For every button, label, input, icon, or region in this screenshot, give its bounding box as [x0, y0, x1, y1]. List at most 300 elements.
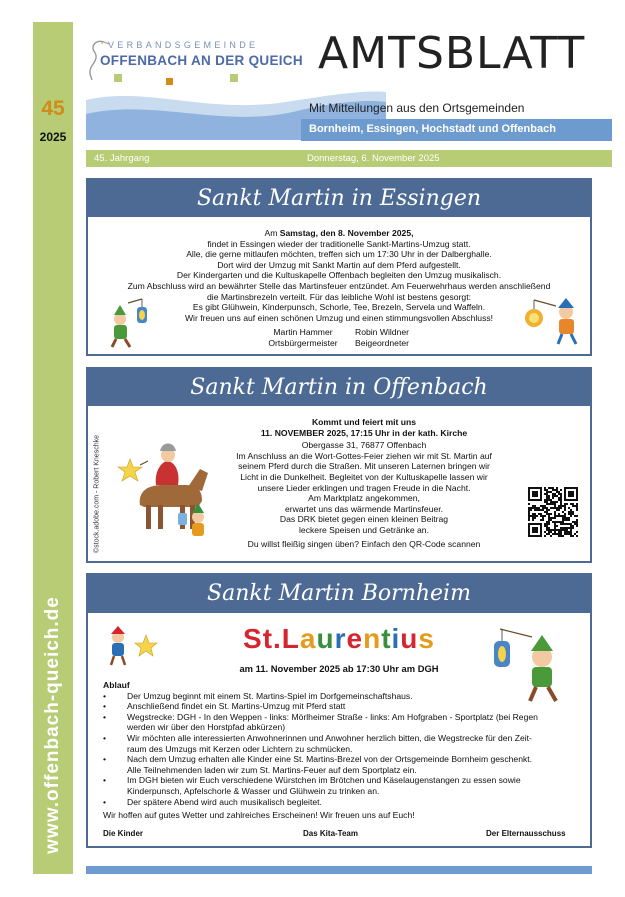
- qr-module: [554, 489, 556, 491]
- qr-module: [572, 527, 574, 529]
- qr-module: [564, 513, 566, 515]
- qr-module: [550, 519, 552, 521]
- issue-date: Donnerstag, 6. November 2025: [307, 153, 440, 164]
- qr-module: [544, 511, 546, 513]
- qr-module: [548, 499, 550, 501]
- article-essingen: [86, 178, 592, 356]
- signer-1: Martin Hammer Ortsbürgermeister: [268, 327, 338, 348]
- ablauf-section: Ablauf • Der Umzug beginnt mit einem St. Martins-Spiel im Dorfgemeinschaftshaus. • Anschließend findet ein St. Martins-Umzug mit Pferd statt • Wegstrecke: DGH - In den Weppen - links: Mörlheimer Straße - links: Am Hofgraben - Sportplatz (bei Regen werden wir über den Horstpfad abkürzen) • Wir möchten alle interessierten Anwohnerinnen und Anwohner herzlich bitten, die Wegstrecke für den Zeit- raum des Umzugs mit Kerzen oder Lichtern zu schmücken. • Nach dem Umzug erhalten alle Kinder eine St. Martins-Brezel von der Ortsgemeinde Bornheim geschenkt. Alle Teilnehmenden laden wir zum St. Martins-Feuer auf dem Sportplatz ein. • Im DGH bieten wir Euch verschiedene Würstchen im Brötchen und Käselaugenstangen zu essen sowie Kinderpunsch, Apfelschorle & Wasser und Glühwein zu trinken an. • Der spätere Abend wird auch musikalisch begleitet. Wir hoffen auf gutes Wetter und zahlreiches Erscheinen! Wir freuen uns auf Euch!: [103, 680, 572, 821]
- qr-module: [558, 499, 560, 501]
- qr-module: [546, 529, 548, 531]
- qr-module: [554, 505, 556, 507]
- qr-module: [552, 501, 554, 503]
- qr-module: [566, 503, 568, 505]
- qr-module: [532, 513, 534, 515]
- logo-letter: a: [299, 623, 317, 654]
- logo-letter: n: [363, 623, 382, 654]
- qr-module: [544, 489, 546, 491]
- list-item: • Wegstrecke: DGH - In den Weppen - links: Mörlheimer Straße - links: Am Hofgraben - Sportplatz (bei Regen werden wir über den Horstpfad abkürzen): [103, 711, 538, 733]
- qr-module: [534, 513, 536, 515]
- qr-module: [552, 489, 554, 491]
- qr-module: [564, 527, 566, 529]
- qr-module: [546, 495, 548, 497]
- qr-module: [568, 523, 570, 525]
- qr-module: [570, 531, 572, 533]
- towns-list: Bornheim, Essingen, Hochstadt und Offenbach: [309, 123, 556, 135]
- qr-module: [544, 525, 546, 527]
- qr-module: [528, 507, 530, 509]
- qr-module: [560, 495, 562, 497]
- qr-module: [548, 527, 550, 529]
- qr-module: [546, 523, 548, 525]
- qr-module: [560, 497, 562, 499]
- qr-module: [544, 487, 546, 489]
- qr-module: [560, 503, 562, 505]
- qr-module: [562, 523, 564, 525]
- qr-module: [552, 497, 554, 499]
- qr-module: [558, 491, 560, 493]
- qr-module: [548, 513, 550, 515]
- qr-module: [546, 525, 548, 527]
- website-url[interactable]: www.offenbach-queich.de: [42, 596, 63, 854]
- qr-module: [546, 499, 548, 501]
- qr-module: [554, 511, 556, 513]
- qr-module: [548, 519, 550, 521]
- vg-label: VERBANDSGEMEINDE: [108, 40, 259, 50]
- qr-module: [576, 503, 578, 505]
- qr-module: [544, 515, 546, 517]
- qr-module: [570, 527, 572, 529]
- qr-module: [550, 517, 552, 519]
- qr-module: [576, 519, 578, 521]
- qr-module: [564, 509, 566, 511]
- qr-module: [544, 499, 546, 501]
- qr-module: [548, 503, 550, 505]
- qr-module: [552, 493, 554, 495]
- qr-module: [548, 531, 550, 533]
- signer-elternausschuss: Der Elternausschuss: [486, 829, 566, 838]
- qr-module: [576, 531, 578, 533]
- issue-number: 45: [41, 97, 65, 120]
- qr-module: [560, 527, 562, 529]
- child-with-lantern-illustration: [106, 295, 156, 351]
- qr-module: [556, 487, 558, 489]
- qr-module: [556, 491, 558, 493]
- qr-module: [564, 529, 566, 531]
- qr-module: [544, 523, 546, 525]
- qr-module: [568, 533, 570, 535]
- list-item: • Anschließend findet ein St. Martins-Umzug mit Pferd statt: [103, 701, 346, 712]
- qr-code[interactable]: [526, 485, 580, 539]
- qr-module: [534, 507, 536, 509]
- qr-module: [568, 531, 570, 533]
- qr-module: [562, 535, 564, 537]
- qr-module: [562, 529, 564, 531]
- qr-module: [560, 515, 562, 517]
- logo-letter: u: [400, 623, 419, 654]
- qr-module: [554, 525, 556, 527]
- qr-module: [534, 505, 536, 507]
- qr-module: [542, 517, 544, 519]
- qr-module: [558, 531, 560, 533]
- volume-label: 45. Jahrgang: [94, 153, 150, 164]
- qr-module: [562, 517, 564, 519]
- qr-module: [546, 509, 548, 511]
- signer-kita-team: Das Kita-Team: [303, 829, 358, 838]
- qr-module: [554, 515, 556, 517]
- qr-module: [564, 507, 566, 509]
- logo-letter: t: [381, 623, 392, 654]
- qr-module: [554, 513, 556, 515]
- qr-module: [558, 521, 560, 523]
- qr-module: [558, 515, 560, 517]
- qr-module: [568, 513, 570, 515]
- qr-module: [558, 535, 560, 537]
- qr-module: [560, 531, 562, 533]
- qr-module: [542, 507, 544, 509]
- qr-module: [570, 525, 572, 527]
- qr-module: [558, 497, 560, 499]
- qr-module: [532, 515, 534, 517]
- qr-module: [560, 535, 562, 537]
- page-subtitle: Mit Mitteilungen aus den Ortsgemeinden: [309, 101, 525, 115]
- qr-module: [570, 529, 572, 531]
- list-item: • Im DGH bieten wir Euch verschiedene Würstchen im Brötchen und Käselaugenstangen zu essen sowie Kinderpunsch, Apfelschorle & Wasser und Glühwein zu trinken an.: [103, 775, 521, 796]
- article-bornheim: [86, 573, 592, 848]
- qr-module: [556, 533, 558, 535]
- qr-module: [556, 515, 558, 517]
- list-item: • Der Umzug beginnt mit einem St. Martins-Spiel im Dorfgemeinschaftshaus.: [103, 690, 413, 701]
- qr-module: [562, 511, 564, 513]
- qr-module: [568, 527, 570, 529]
- qr-module: [552, 529, 554, 531]
- qr-module: [566, 517, 568, 519]
- qr-module: [574, 515, 576, 517]
- qr-module: [570, 513, 572, 515]
- footer-bar: [86, 866, 592, 874]
- qr-module: [572, 511, 574, 513]
- qr-module: [548, 521, 550, 523]
- qr-module: [548, 517, 550, 519]
- logo-letter: i: [391, 623, 401, 654]
- qr-module: [554, 523, 556, 525]
- qr-module: [566, 519, 568, 521]
- qr-module: [546, 533, 548, 535]
- qr-module: [544, 535, 546, 537]
- qr-module: [560, 499, 562, 501]
- article-heading: Sankt Martin in Essingen: [88, 180, 590, 217]
- qr-module: [532, 507, 534, 509]
- article-offenbach: [86, 367, 592, 563]
- logo-letters: [282, 623, 435, 654]
- qr-module: [546, 489, 548, 491]
- qr-module: [560, 501, 562, 503]
- qr-module: [570, 523, 572, 525]
- qr-module: [540, 513, 542, 515]
- qr-module: [528, 517, 530, 519]
- qr-module: [538, 507, 540, 509]
- list-item: • Nach dem Umzug erhalten alle Kinder eine St. Martins-Brezel von der Ortsgemeinde Bornheim geschenkt. Alle Teilnehmenden laden wir zum St. Martins-Feuer auf dem Sportplatz ein.: [103, 754, 533, 775]
- qr-module: [544, 507, 546, 509]
- qr-module: [576, 509, 578, 511]
- qr-module: [536, 507, 538, 509]
- qr-module: [564, 517, 566, 519]
- qr-module: [552, 503, 554, 505]
- qr-module: [572, 535, 574, 537]
- list-item: • Wir möchten alle interessierten Anwohnerinnen und Anwohner herzlich bitten, die Wegstrecke für den Zeit- raum des Umzugs mit Kerzen oder Lichtern zu schmücken.: [103, 732, 532, 754]
- qr-module: [554, 501, 556, 503]
- page-title: AMTSBLATT: [318, 28, 586, 79]
- qr-module: [548, 523, 550, 525]
- qr-module: [528, 511, 530, 513]
- qr-module: [552, 495, 554, 497]
- qr-module: [554, 495, 556, 497]
- qr-module: [550, 531, 552, 533]
- qr-module: [528, 513, 530, 515]
- qr-module: [564, 505, 566, 507]
- qr-module: [566, 529, 568, 531]
- qr-module: [546, 493, 548, 495]
- qr-module: [556, 521, 558, 523]
- qr-module: [546, 501, 548, 503]
- qr-module: [548, 497, 550, 499]
- qr-module: [564, 523, 566, 525]
- event-line: am 11. November 2025 ab 17:30 Uhr am DGH: [239, 663, 439, 674]
- qr-module: [564, 519, 566, 521]
- qr-module: [542, 505, 544, 507]
- issue-year: 2025: [39, 130, 67, 144]
- qr-module: [554, 529, 556, 531]
- qr-module: [550, 491, 552, 493]
- qr-module: [576, 505, 578, 507]
- qr-module: [550, 535, 552, 537]
- qr-module: [562, 521, 564, 523]
- qr-module: [540, 519, 542, 521]
- qr-module: [548, 509, 550, 511]
- qr-module: [548, 533, 550, 535]
- qr-module: [552, 517, 554, 519]
- qr-module: [534, 509, 536, 511]
- qr-module: [540, 505, 542, 507]
- qr-module: [552, 533, 554, 535]
- qr-module: [554, 493, 556, 495]
- article-heading: Sankt Martin Bornheim: [88, 575, 590, 613]
- qr-module: [570, 503, 572, 505]
- qr-module: [556, 529, 558, 531]
- closing-line: Wir hoffen auf gutes Wetter und zahlreiches Erscheinen! Wir freuen uns auf Euch!: [103, 810, 415, 821]
- qr-module: [570, 533, 572, 535]
- qr-module: [556, 495, 558, 497]
- qr-module: [564, 533, 566, 535]
- qr-module: [550, 501, 552, 503]
- qr-module: [532, 517, 534, 519]
- qr-module: [560, 493, 562, 495]
- qr-module: [574, 533, 576, 535]
- qr-module: [576, 507, 578, 509]
- qr-module: [532, 519, 534, 521]
- qr-module: [568, 511, 570, 513]
- qr-module: [548, 495, 550, 497]
- qr-module: [550, 513, 552, 515]
- qr-module: [540, 515, 542, 517]
- qr-module: [528, 509, 530, 511]
- qr-module: [560, 489, 562, 491]
- qr-module: [560, 529, 562, 531]
- qr-module: [562, 515, 564, 517]
- qr-module: [560, 507, 562, 509]
- qr-module: [568, 519, 570, 521]
- article-body: Kommt und feiert mit uns 11. NOVEMBER 2025, 17:15 Uhr in der kath. Kirche Obergasse 31, 76877 Offenbach Im Anschluss an die Wort-Gottes-Feier ziehen wir mit St. Martin auf seinem Pferd durch die Straßen. Mit unseren Laternen bringen wir Licht in die Dunkelheit. Begleitet von der Kultuskapelle lassen wir unsere Lieder erklingen und tragen Freude in die Nacht. Am Marktplatz angekommen, erwartet uns das wärmende Martinsfeuer. Das DRK bietet gegen einen kleinen Beitrag leckere Speisen und Getränke an. Du willst fleißig singen üben? Einfach den QR-Code scannen: [236, 417, 492, 549]
- qr-module: [556, 525, 558, 527]
- qr-module: [576, 525, 578, 527]
- qr-module: [546, 503, 548, 505]
- qr-module: [570, 511, 572, 513]
- qr-module: [576, 535, 578, 537]
- qr-module: [562, 519, 564, 521]
- qr-module: [552, 507, 554, 509]
- qr-module: [564, 503, 566, 505]
- qr-module: [548, 491, 550, 493]
- qr-module: [528, 515, 530, 517]
- qr-module: [546, 527, 548, 529]
- qr-module: [576, 515, 578, 517]
- qr-module: [530, 507, 532, 509]
- qr-module: [556, 507, 558, 509]
- qr-module: [558, 529, 560, 531]
- photo-credit: ©stock.adobe.com - Robert Kneschke: [93, 435, 101, 553]
- qr-module: [554, 503, 556, 505]
- list-item: • Der spätere Abend wird auch musikalisch begleitet.: [103, 796, 322, 807]
- qr-module: [568, 507, 570, 509]
- qr-module: [554, 521, 556, 523]
- qr-module: [554, 531, 556, 533]
- town-name: OFFENBACH AN DER QUEICH: [100, 53, 303, 68]
- qr-module: [558, 513, 560, 515]
- qr-module: [562, 527, 564, 529]
- qr-module: [548, 515, 550, 517]
- qr-module: [572, 505, 574, 507]
- qr-module: [530, 515, 532, 517]
- qr-module: [536, 509, 538, 511]
- qr-module: [554, 507, 556, 509]
- st-laurentius-logo: St.Laurentius: [243, 623, 435, 654]
- qr-module: [544, 531, 546, 533]
- logo-letter: r: [334, 623, 347, 654]
- qr-module: [572, 525, 574, 527]
- qr-module: [528, 503, 530, 505]
- qr-module: [558, 509, 560, 511]
- qr-module: [546, 497, 548, 499]
- qr-module: [564, 531, 566, 533]
- qr-module: [550, 487, 552, 489]
- qr-module: [548, 529, 550, 531]
- qr-module: [536, 515, 538, 517]
- qr-module: [542, 515, 544, 517]
- qr-module: [574, 521, 576, 523]
- qr-module: [550, 499, 552, 501]
- qr-module: [572, 521, 574, 523]
- qr-module: [566, 531, 568, 533]
- qr-module: [572, 513, 574, 515]
- qr-module: [570, 515, 572, 517]
- qr-module: [566, 527, 568, 529]
- qr-module: [574, 505, 576, 507]
- qr-module: [572, 503, 574, 505]
- qr-module: [546, 513, 548, 515]
- qr-module: [558, 507, 560, 509]
- qr-module: [558, 493, 560, 495]
- qr-module: [560, 521, 562, 523]
- qr-module: [570, 535, 572, 537]
- qr-module: [534, 515, 536, 517]
- qr-module: [538, 513, 540, 515]
- qr-module: [556, 489, 558, 491]
- qr-module: [546, 521, 548, 523]
- qr-module: [558, 533, 560, 535]
- qr-module: [570, 509, 572, 511]
- qr-module: [574, 523, 576, 525]
- qr-module: [542, 509, 544, 511]
- qr-module: [576, 523, 578, 525]
- qr-module: [552, 521, 554, 523]
- qr-module: [576, 521, 578, 523]
- qr-module: [534, 517, 536, 519]
- qr-module: [568, 517, 570, 519]
- logo-letter: u: [316, 623, 335, 654]
- qr-module: [546, 511, 548, 513]
- qr-module: [530, 509, 532, 511]
- date-line: Am Samstag, den 8. November 2025,: [264, 228, 414, 238]
- qr-module: [540, 509, 542, 511]
- qr-module: [532, 505, 534, 507]
- signer-kinder: Die Kinder: [103, 829, 144, 838]
- qr-module: [558, 505, 560, 507]
- qr-module: [566, 523, 568, 525]
- logo-letter: e: [346, 623, 364, 654]
- qr-module: [554, 527, 556, 529]
- qr-module: [544, 493, 546, 495]
- qr-module: [546, 491, 548, 493]
- qr-module: [552, 487, 554, 489]
- qr-module: [554, 517, 556, 519]
- qr-module: [548, 487, 550, 489]
- qr-module: [564, 515, 566, 517]
- child-with-star-lantern-illustration: [522, 290, 584, 350]
- qr-module: [560, 523, 562, 525]
- qr-module: [528, 519, 530, 521]
- qr-module: [542, 519, 544, 521]
- qr-module: [550, 529, 552, 531]
- logo-letter: L: [281, 623, 300, 654]
- article-heading: Sankt Martin in Offenbach: [88, 369, 590, 406]
- qr-module: [556, 509, 558, 511]
- qr-module: [556, 501, 558, 503]
- qr-module: [566, 533, 568, 535]
- qr-module: [550, 503, 552, 505]
- qr-module: [546, 507, 548, 509]
- qr-module: [544, 505, 546, 507]
- logo-letter: s: [418, 623, 435, 654]
- signer-2: Robin Wildner Beigeordneter: [355, 327, 409, 348]
- qr-module: [550, 507, 552, 509]
- qr-module: [560, 533, 562, 535]
- article-body: Am Samstag, den 8. November 2025, findet in Essingen wieder der traditionelle Sankt-Martins-Umzug statt. Alle, die gerne mitlaufen möchten, treffen sich um 17:30 Uhr in der Dalberghalle. Dort wird der Umzug mit Sankt Martin auf dem Pferd aufgestellt. Der Kindergarten und die Kultuskapelle Offenbach begleiten den Umzug musikalisch. Zum Abschluss wird an bewährter Stelle das Martinsfeuer entzündet. Am Feuerwehrhaus werden anschließend die Martinsbrezeln verteilt. Für das leibliche Wohl ist bestens gesorgt: Es gibt Glühwein, Kinderpunsch, Schorle, Tee, Brezeln, Servela und Waffeln. Wir freuen uns auf einen schönen Umzug und einen stimmungsvollen Abschluss!: [88, 228, 590, 323]
- qr-module: [544, 501, 546, 503]
- qr-module: [562, 505, 564, 507]
- qr-module: [560, 505, 562, 507]
- qr-module: [554, 533, 556, 535]
- qr-module: [538, 509, 540, 511]
